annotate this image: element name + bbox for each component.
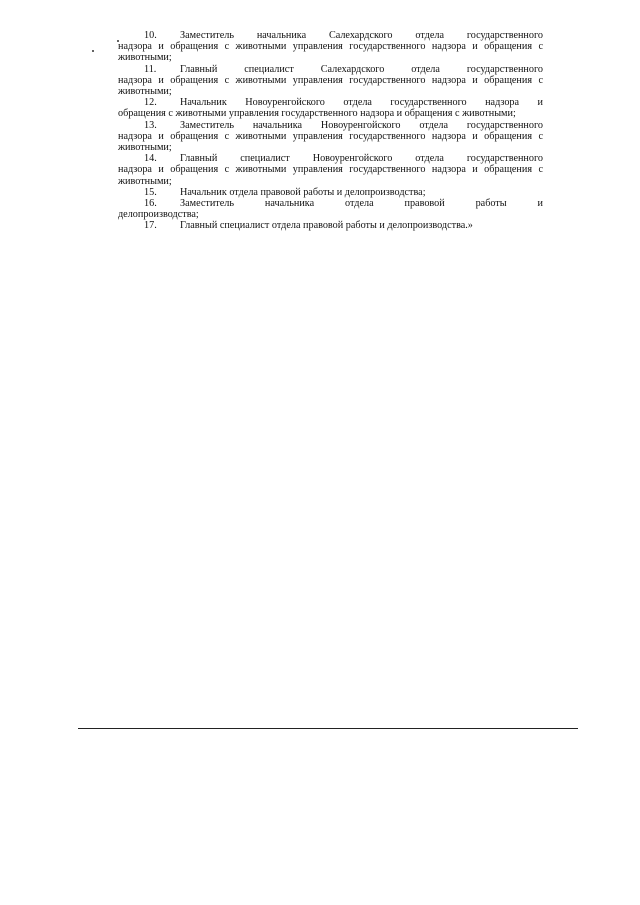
list-item-first-line [118, 220, 543, 231]
list-item-first-line [118, 97, 543, 108]
list-item [118, 198, 543, 220]
list-item-text: Главный специалист отдела правовой работы и делопроизводства.» [180, 220, 473, 232]
document-body [118, 30, 543, 232]
list-item-number: 10. [144, 30, 157, 41]
list-item [118, 64, 543, 98]
list-item-first-line [118, 120, 543, 131]
list-item-continuation: обращения с животными управления государственного надзора и обращения с животными; [118, 108, 516, 120]
list-item-number: 11. [144, 63, 157, 75]
list-item-text: Заместитель начальника Новоуренгойского отдела государственного [180, 119, 543, 131]
list-item [118, 153, 543, 187]
list-item-first-line [118, 64, 543, 75]
list-item [118, 30, 543, 64]
list-item-number: 15. [144, 186, 157, 198]
list-item [118, 97, 543, 119]
list-item-first-line [118, 153, 543, 164]
list-item-first-line [118, 187, 543, 198]
list-item-first-line [118, 30, 543, 41]
list-item-number: 12. [144, 97, 157, 109]
list-item-number: 13. [144, 119, 157, 131]
list-item [118, 220, 543, 231]
scan-speck [92, 50, 94, 52]
horizontal-rule [78, 728, 578, 729]
list-item-text: Заместитель начальника Салехардского отдела государственного [180, 30, 543, 41]
list-item-text: Главный специалист Новоуренгойского отдела государственного [180, 153, 543, 165]
list-item-first-line [118, 198, 543, 209]
list-item-text: Начальник Новоуренгойского отдела государственного надзора и [180, 97, 543, 109]
list-item-continuation: надзора и обращения с животными управления государственного надзора и обращения с животными; [118, 130, 543, 154]
list-item-text: Заместитель начальника отдела правовой работы и [180, 198, 543, 210]
list-item-number: 14. [144, 153, 157, 165]
list-item [118, 187, 543, 198]
list-item-number: 16. [144, 198, 157, 210]
list-item-text: Начальник отдела правовой работы и делопроизводства; [180, 186, 426, 198]
list-item-text: Главный специалист Салехардского отдела государственного [180, 63, 543, 75]
list-item-continuation: надзора и обращения с животными управления государственного надзора и обращения с животными; [118, 164, 543, 187]
list-item [118, 120, 543, 154]
list-item-number: 17. [144, 220, 157, 232]
list-item-continuation: делопроизводства; [118, 209, 199, 221]
list-item-continuation: надзора и обращения с животными управления государственного надзора и обращения с животными; [118, 41, 543, 64]
list-item-continuation: надзора и обращения с животными управления государственного надзора и обращения с животными; [118, 74, 543, 98]
